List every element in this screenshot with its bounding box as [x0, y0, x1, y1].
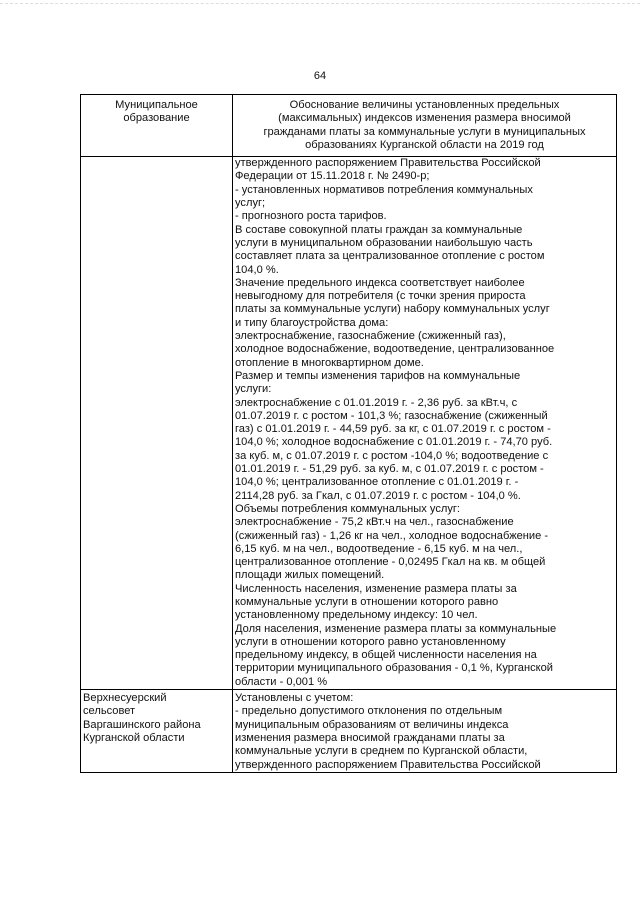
justification-line: холодное водоснабжение, водоотведение, централизованное: [235, 343, 555, 356]
justification-line: невыгодному для потребителя (с точки зрения прироста: [235, 290, 526, 303]
justification-line: Численность населения, изменение размера платы за: [235, 582, 517, 595]
justification-line: Федерации от 15.11.2018 г. № 2490-р;: [235, 170, 430, 183]
justification-line: 2114,28 руб. за Гкал, с 01.07.2019 г. с ростом - 104,0 %.: [235, 489, 521, 502]
table-row: [81, 690, 617, 773]
justification-line: - предельно допустимого отклонения по отдельным: [235, 705, 503, 718]
justification-line: Размер и темпы изменения тарифов на коммунальные: [235, 369, 521, 382]
justification-line: изменения размера вносимой гражданами платы за: [235, 731, 505, 744]
municipality-cell: [81, 157, 233, 690]
justification-line: электроснабжение с 01.01.2019 г. - 2,36 руб. за кВт.ч, с: [235, 396, 518, 409]
header-line: (максимальных) индексов изменения размера вносимой: [278, 112, 571, 125]
justification-line: услуги:: [235, 383, 272, 396]
justification-line: области - 0,001 %: [235, 675, 328, 688]
municipality-line: Курганской области: [83, 731, 185, 744]
header-line: образованиях Курганской области на 2019 год: [305, 138, 544, 151]
justification-line: услуг;: [235, 197, 266, 210]
justification-line: 01.01.2019 г. - 51,29 руб. за куб. м, с 01.07.2019 г. с ростом -: [235, 463, 544, 476]
justification-line: утвержденного распоряжением Правительства Российской: [235, 157, 541, 170]
municipality-line: сельсовет: [83, 705, 136, 718]
justification-line: муниципальным образованиям от величины индекса: [235, 718, 509, 731]
justification-line: коммунальные услуги в среднем по Курганской области,: [235, 745, 528, 758]
justification-line: 104,0 %; холодное водоснабжение с 01.01.2019 г. - 74,70 руб.: [235, 436, 553, 449]
header-line: гражданами платы за коммунальные услуги в муниципальных: [263, 125, 586, 138]
justification-line: электроснабжение, газоснабжение (сжиженный газ),: [235, 330, 506, 343]
justification-line: - установленных нормативов потребления коммунальных: [235, 183, 533, 196]
justification-line: газ) с 01.01.2019 г. - 44,59 руб. за кг, с 01.07.2019 г. с ростом -: [235, 423, 551, 436]
header-municipality: [81, 95, 233, 157]
justification-line: - прогнозного роста тарифов.: [235, 210, 387, 223]
justification-line: 6,15 куб. м на чел., водоотведение - 6,15 куб. м на чел.,: [235, 542, 523, 555]
justification-line: электроснабжение - 75,2 кВт.ч на чел., газоснабжение: [235, 516, 514, 529]
justification-cell: [233, 157, 617, 690]
header-line: образование: [123, 112, 190, 125]
justification-line: услуги в отношении которого равно установленному: [235, 635, 506, 648]
municipality-cell: [81, 690, 233, 773]
justification-line: Объемы потребления коммунальных услуг:: [235, 502, 461, 515]
justification-line: услуги в муниципальном образовании наибольшую часть: [235, 236, 533, 249]
justification-line: и типу благоустройства дома:: [235, 316, 389, 329]
justification-line: площади жилых помещений.: [235, 569, 385, 582]
justification-line: предельному индексу, в общей численности населения на: [235, 649, 537, 662]
justification-line: Доля населения, изменение размера платы за коммунальные: [235, 622, 557, 635]
justification-line: Установлены с учетом:: [235, 692, 354, 705]
municipal-index-table: [80, 94, 617, 773]
municipality-line: Варгашинского района: [83, 718, 201, 731]
justification-line: за куб. м, с 01.07.2019 г. с ростом -104,0 %; водоотведение с: [235, 449, 549, 462]
justification-line: 01.07.2019 г. с ростом - 101,3 %; газоснабжение (сжиженный: [235, 409, 548, 422]
header-line: Муниципальное: [115, 99, 198, 111]
justification-line: территории муниципального образования - 0,1 %, Курганской: [235, 662, 553, 675]
scan-artifact: [0, 3, 640, 10]
table-row: [81, 157, 617, 690]
justification-line: (сжиженный газ) - 1,26 кг на чел., холодное водоснабжение -: [235, 529, 549, 542]
justification-line: В составе совокупной платы граждан за коммунальные: [235, 223, 523, 236]
justification-line: платы за коммунальные услуги) набору коммунальных услуг: [235, 303, 550, 316]
justification-line: централизованное отопление - 0,02495 Гкал на кв. м общей: [235, 556, 546, 569]
justification-line: коммунальные услуги в отношении которого равно: [235, 595, 499, 608]
table-header-row: [81, 95, 617, 157]
justification-line: 104,0 %; централизованное отопление с 01.01.2019 г. -: [235, 476, 519, 489]
header-line: Обоснование величины установленных предельных: [289, 99, 560, 111]
justification-line: установленному предельному индексу: 10 чел.: [235, 609, 478, 622]
page-number: 64: [313, 70, 327, 82]
justification-line: составляет плата за централизованное отопление с ростом: [235, 250, 545, 263]
justification-line: Значение предельного индекса соответствует наиболее: [235, 276, 525, 289]
justification-line: 104,0 %.: [235, 263, 279, 276]
municipality-line: Верхнесуерский: [83, 692, 167, 705]
header-justification: [233, 95, 617, 157]
justification-line: утвержденного распоряжением Правительства Российской: [235, 758, 541, 771]
justification-cell: [233, 690, 617, 773]
justification-line: отопление в многоквартирном доме.: [235, 356, 424, 369]
